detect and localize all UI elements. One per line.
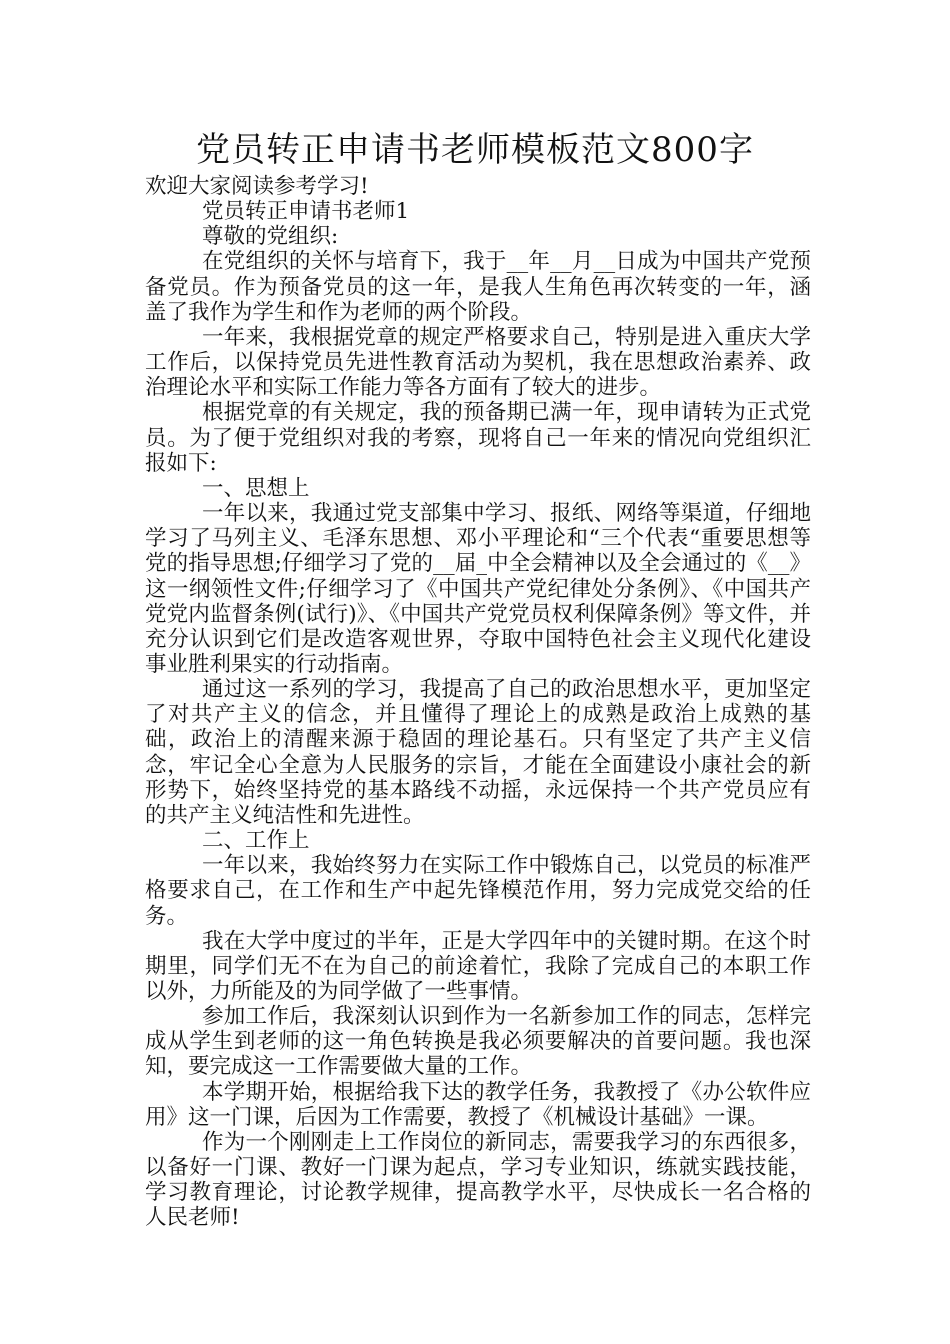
- paragraph: 在党组织的关怀与培育下，我于__年__月__日成为中国共产党预备党员。作为预备党员的这一年，是我人生角色再次转变的一年，涵盖了我作为学生和作为老师的两个阶段。: [145, 249, 811, 325]
- intro-line: 欢迎大家阅读参考学习!: [145, 174, 369, 199]
- section-heading: 党员转正申请书老师1: [202, 199, 410, 225]
- section-heading: 一、思想上: [202, 475, 310, 501]
- paragraph: 通过这一系列的学习，我提高了自己的政治思想水平，更加坚定了对共产主义的信念，并且懂得了理论上的成熟是政治上成熟的基础，政治上的清醒来源于稳固的理论基石。只有坚定了共产主义信念，牢记全心全意为人民服务的宗旨，才能在全面建设小康社会的新形势下，始终坚持党的基本路线不动摇，永远保持一个共产党员应有的共产主义纯洁性和先进性。: [145, 677, 811, 828]
- paragraph: 一年来，我根据党章的规定严格要求自己，特别是进入重庆大学工作后，以保持党员先进性教育活动为契机，我在思想政治素养、政治理论水平和实际工作能力等各方面有了较大的进步。: [145, 324, 811, 401]
- document-title: 党员转正申请书老师模板范文800字: [196, 130, 754, 170]
- paragraph: 一年以来，我通过党支部集中学习、报纸、网络等渠道，仔细地学习了马列主义、毛泽东思想、邓小平理论和“三个代表“重要思想等党的指导思想;仔细学习了党的__届_中全会精神以及全会通过的《__》这一纲领性文件;仔细学习了《中国共产党纪律处分条例》、《中国共产党党内监督条例(试行)》、《中国共产党党员权利保障条例》等文件，并充分认识到它们是改造客观世界，夺取中国特色社会主义现代化建设事业胜利果实的行动指南。: [145, 501, 811, 677]
- paragraph: 一年以来，我始终努力在实际工作中锻炼自己，以党员的标准严格要求自己，在工作和生产中起先锋模范作用，努力完成党交给的任务。: [145, 853, 811, 929]
- paragraph: 作为一个刚刚走上工作岗位的新同志，需要我学习的东西很多，以备好一门课、教好一门课为起点，学习专业知识，练就实践技能，学习教育理论，讨论教学规律，提高教学水平，尽快成长一名合格的人民老师!: [145, 1129, 811, 1231]
- paragraph: 参加工作后，我深刻认识到作为一名新参加工作的同志，怎样完成从学生到老师的这一角色转换是我必须要解决的首要问题。我也深知，要完成这一工作需要做大量的工作。: [145, 1004, 811, 1080]
- salutation: 尊敬的党组织:: [202, 224, 339, 250]
- paragraph: 本学期开始，根据给我下达的教学任务，我教授了《办公软件应用》这一门课，后因为工作需要，教授了《机械设计基础》一课。: [145, 1079, 811, 1130]
- paragraph: 我在大学中度过的半年，正是大学四年中的关键时期。在这个时期里，同学们无不在为自己的前途着忙，我除了完成自己的本职工作以外，力所能及的为同学做了一些事情。: [145, 928, 811, 1004]
- paragraph: 根据党章的有关规定，我的预备期已满一年，现申请转为正式党员。为了便于党组织对我的考察，现将自己一年来的情况向党组织汇报如下:: [145, 400, 811, 476]
- document-body: [145, 174, 811, 1231]
- section-heading: 二、工作上: [202, 828, 310, 854]
